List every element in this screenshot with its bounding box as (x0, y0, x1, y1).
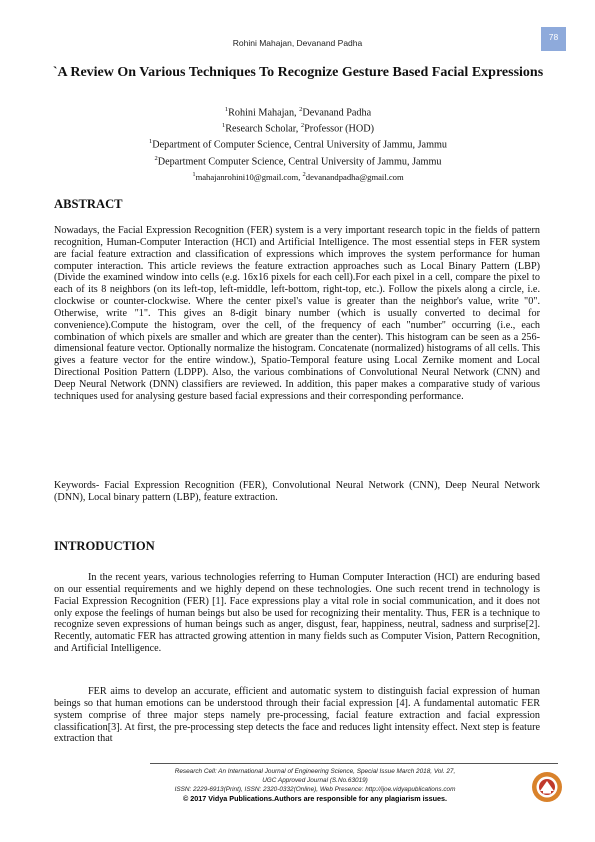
paper-title: `A Review On Various Techniques To Recognize Gesture Based Facial Expressions (52, 65, 544, 80)
footer-journal-line: Research Cell: An International Journal of Engineering Science, Special Issue March 2018, Vol. 27, (174, 768, 456, 775)
footer-ugc-line: UGC Approved Journal (S.No.63019) (262, 777, 368, 784)
introduction-heading: INTRODUCTION (54, 539, 155, 553)
footer-issn-line: ISSN: 2229-6913(Print), ISSN: 2320-0332(Online), Web Presence: http://ijoe.vidyapublications.com (174, 786, 456, 793)
affiliation-1: $^1$Department of Computer Science, Central University of Jammu, Jammu (148, 138, 448, 151)
running-head: Rohini Mahajan, Devanand Padha (232, 38, 363, 48)
keywords: Keywords- Facial Expression Recognition (FER), Convolutional Neural Network (CNN), Deep Neural Network (DNN), Local binary pattern (LBP), feature extraction. (54, 480, 540, 503)
abstract-heading: ABSTRACT (54, 197, 123, 211)
footer-divider (150, 763, 558, 764)
footer-copyright: © 2017 Vidya Publications.Authors are responsible for any plagiarism issues. (182, 794, 447, 803)
author-block (60, 104, 536, 183)
journal-footer (110, 767, 520, 803)
introduction-paragraph-2: FER aims to develop an accurate, efficient and automatic system to distinguish facial expression of human beings so that human emotions can be understood through their facial expression [4]. A fundamental automatic FER system comprise of three major steps namely pre-processing, facial feature extraction and facial expression classification[3]. At first, the pre-processing step detects the face and reduces light intensity effect. Next step is feature extraction that (54, 686, 540, 745)
page-number: 78 (541, 27, 566, 51)
author-emails: $^1$mahajanrohini10@gmail.com, $^2$devanandpadha@gmail.com (192, 170, 404, 182)
affiliation-2: $^2$Department Computer Science, Central University of Jammu, Jammu (154, 154, 442, 167)
abstract-text: Nowadays, the Facial Expression Recognition (FER) system is a very important research topic in the fields of pattern recognition, Human-Computer Interaction (HCI) and Artificial Intelligence. The most essential steps in FER system are facial feature extraction and classification of expressions which improves the system performance for human computer interaction. This article reviews the feature extraction approaches such as Local Binary Pattern (LBP) (Divide the examined window into cells (e.g. 16x16 pixels for each cell).For each pixel in a cell, compare the pixel to each of its 8 neighbors (on its left-top, left-middle, left-bottom, right-top, etc.). Follow the pixels along a circle, i.e. clockwise or counter-clockwise. Where the center pixel's value is greater than the neighbor's value, write "0". Otherwise, write "1". This gives an 8-digit binary number (which is usually converted to decimal for convenience).Compute the histogram, over the cell, of the frequency of each "number" occurring (i.e., each combination of which pixels are smaller and which are greater than the center). This histogram can be seen as a 256-dimensional feature vector. Optionally normalize the histogram. Concatenate (normalized) histograms of all cells. This gives a feature vector for the entire window.), Spatio-Temporal feature using Local Zernike moment and Local Directional Position Pattern (LDPP). Also, the various combinations of Convolutional Neural Network (CNN) and Deep Neural Network (DNN) classifiers are reviewed. In addition, this paper makes a comparative study of various techniques used for analysing gesture based facial expressions and their corresponding performance. (54, 225, 540, 402)
author-roles: $^1$Research Scholar, $^2$Professor (HOD) (221, 122, 375, 135)
vidya-publications-logo-icon (531, 771, 563, 803)
introduction-paragraph-1: In the recent years, various technologies referring to Human Computer Interaction (HCI) are enduring based on our essential requirements and we highly depend on these technologies. One such recent trend in technology is Facial Expression Recognition (FER) [1]. Face expressions play a vital role in social communication, and it does not only expose the feelings of human beings but also be used for recognizing their mentality. Thus, FER is a technique to recognize seven expressions of human beings such as anger, disgust, fear, happiness, neutral, sadness and surprise[2]. Recently, automatic FER has attracted growing attention in many fields such as Computer Vision, Pattern Recognition, and Artificial Intelligence. (54, 572, 540, 655)
author-names: $^1$Rohini Mahajan, $^2$Devanand Padha (224, 106, 372, 119)
